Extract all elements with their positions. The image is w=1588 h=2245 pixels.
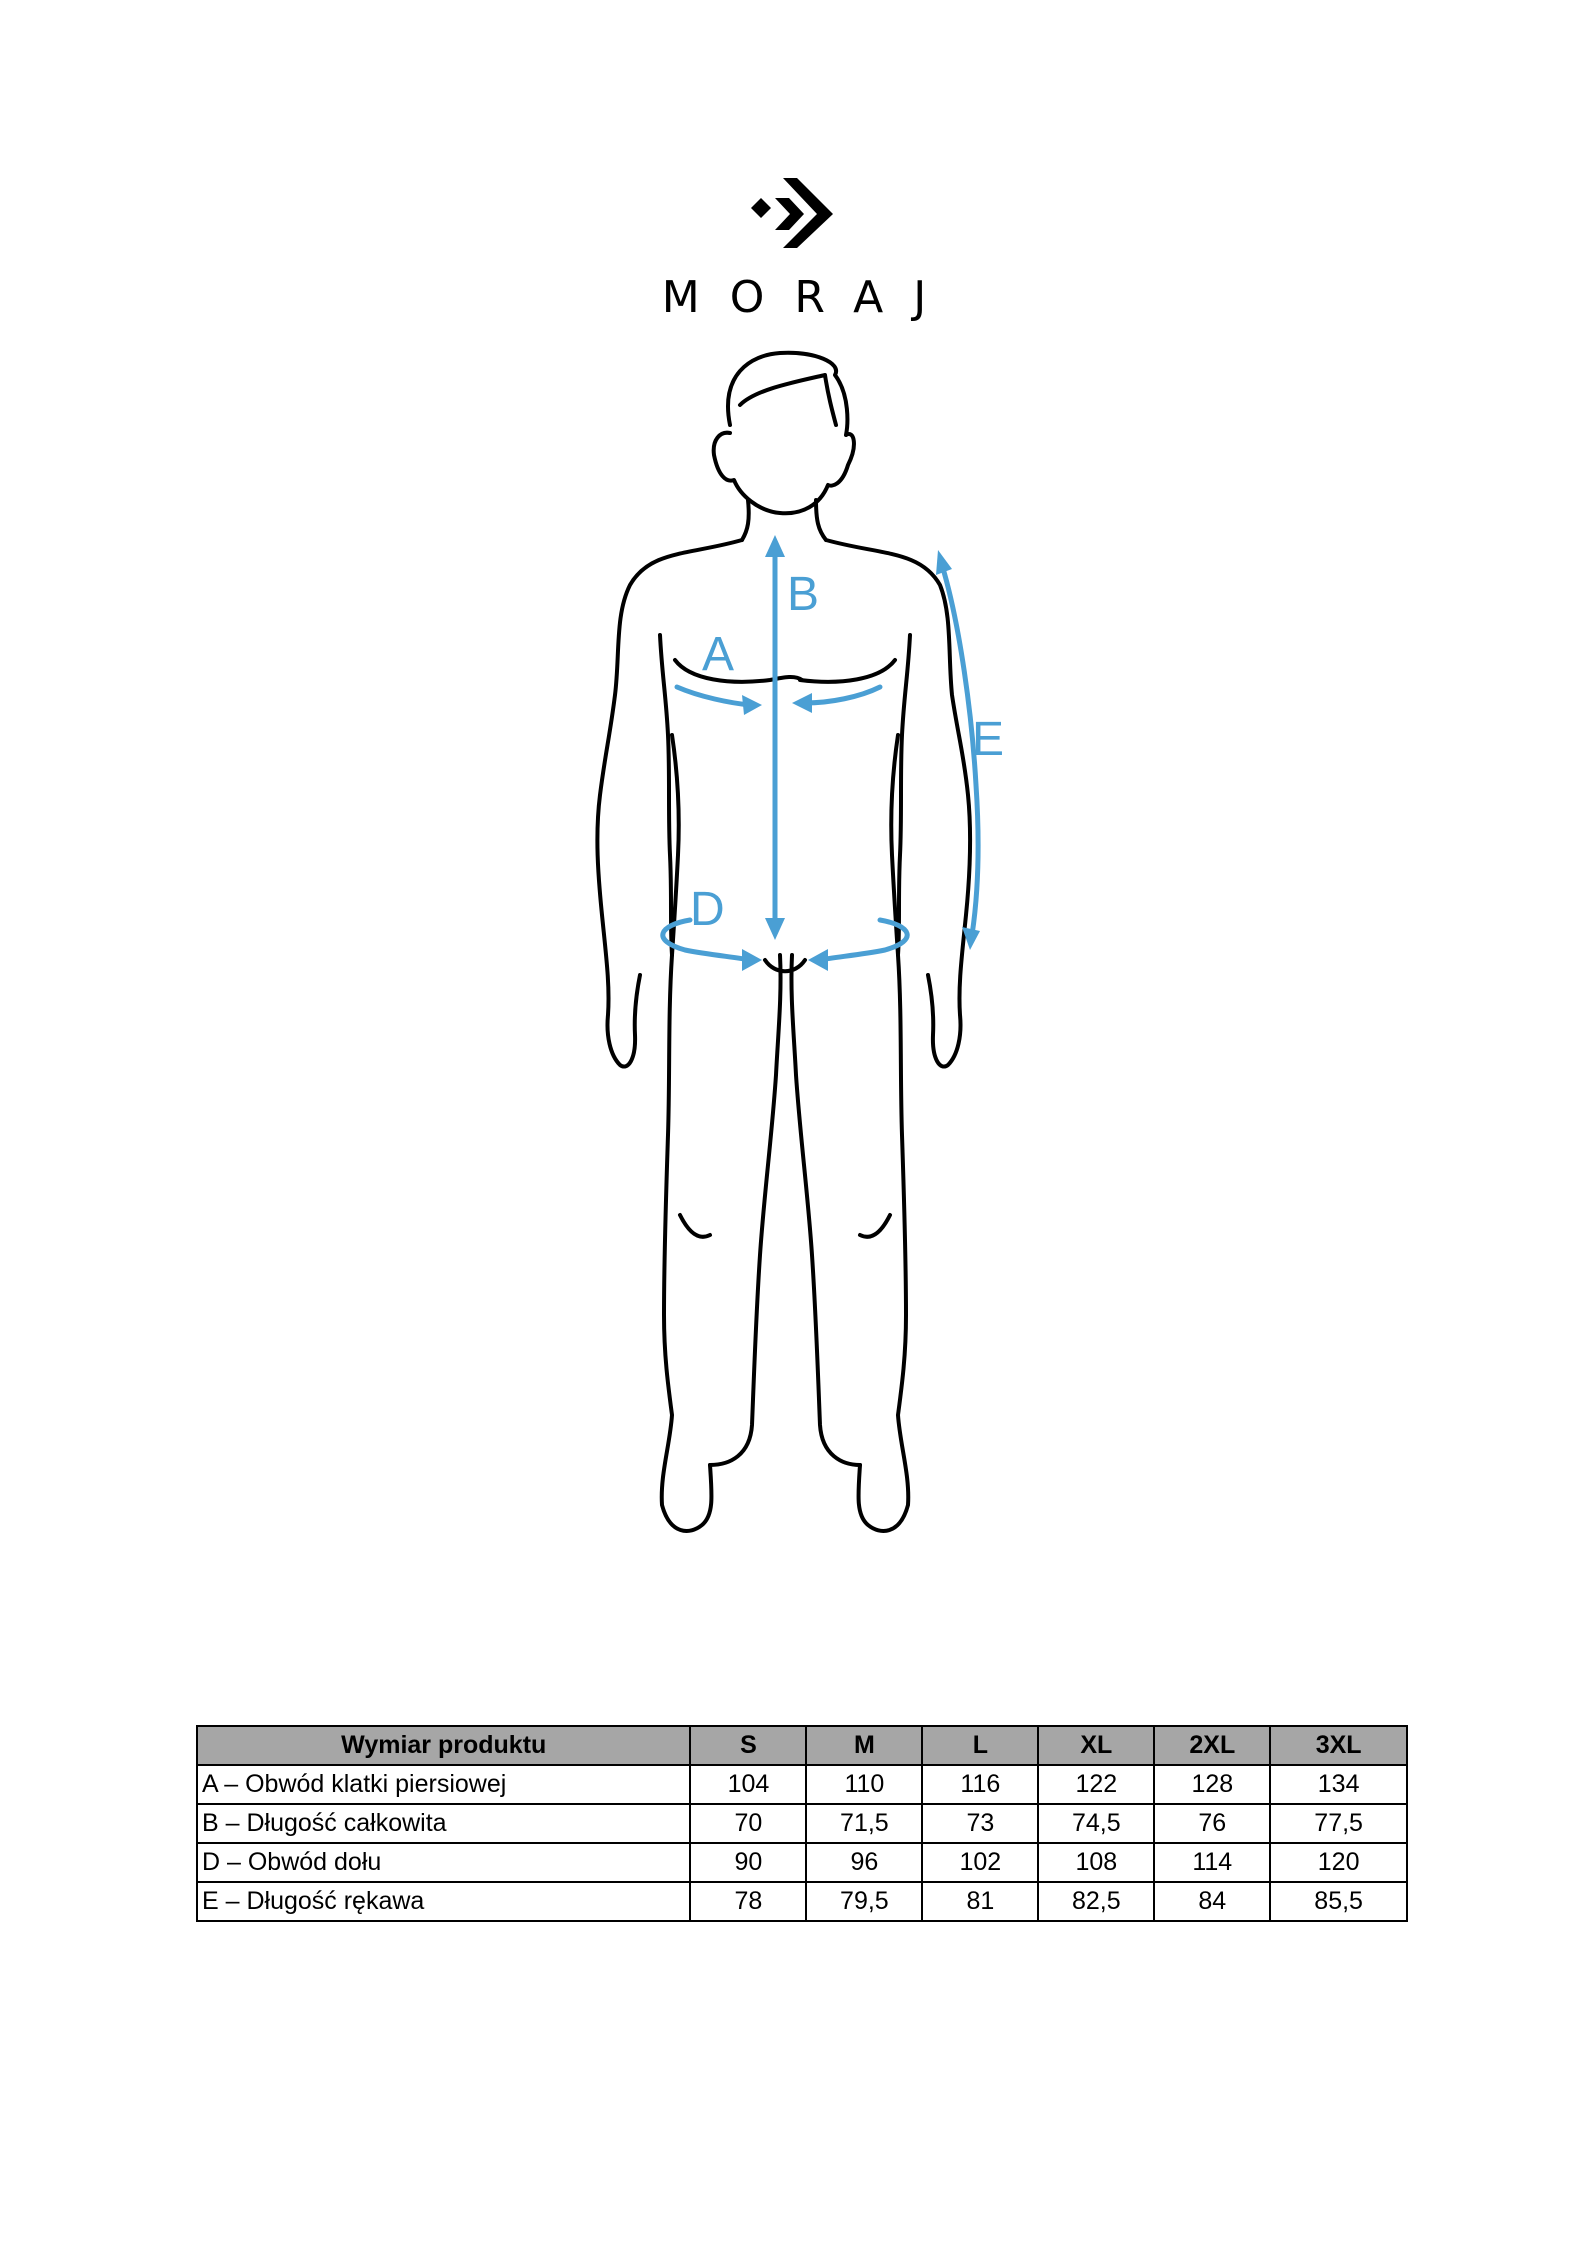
row-label: E – Długość rękawa bbox=[197, 1882, 690, 1921]
row-label: D – Obwód dołu bbox=[197, 1843, 690, 1882]
table-row bbox=[197, 1843, 1407, 1882]
table-cell: 108 bbox=[1038, 1843, 1154, 1882]
marker-a-label: A bbox=[702, 628, 735, 681]
size-chart-table bbox=[196, 1725, 1408, 1922]
table-row bbox=[197, 1765, 1407, 1804]
table-cell: 77,5 bbox=[1270, 1804, 1407, 1843]
table-cell: 74,5 bbox=[1038, 1804, 1154, 1843]
table-cell: 78 bbox=[690, 1882, 806, 1921]
header-size-m: M bbox=[806, 1726, 922, 1765]
table-cell: 70 bbox=[690, 1804, 806, 1843]
header-size-2xl: 2XL bbox=[1154, 1726, 1270, 1765]
male-body-outline-icon bbox=[580, 335, 1040, 1555]
table-cell: 96 bbox=[806, 1843, 922, 1882]
table-cell: 73 bbox=[922, 1804, 1038, 1843]
table-cell: 79,5 bbox=[806, 1882, 922, 1921]
table-cell: 84 bbox=[1154, 1882, 1270, 1921]
table-cell: 110 bbox=[806, 1765, 922, 1804]
table-cell: 90 bbox=[690, 1843, 806, 1882]
table-cell: 114 bbox=[1154, 1843, 1270, 1882]
marker-b-label: B bbox=[787, 568, 820, 621]
header-size-s: S bbox=[690, 1726, 806, 1765]
header-size-xl: XL bbox=[1038, 1726, 1154, 1765]
row-label: A – Obwód klatki piersiowej bbox=[197, 1765, 690, 1804]
table-header-row bbox=[197, 1726, 1407, 1765]
table-row bbox=[197, 1804, 1407, 1843]
header-size-3xl: 3XL bbox=[1270, 1726, 1407, 1765]
table-cell: 134 bbox=[1270, 1765, 1407, 1804]
row-label: B – Długość całkowita bbox=[197, 1804, 690, 1843]
header-size-l: L bbox=[922, 1726, 1038, 1765]
table-cell: 71,5 bbox=[806, 1804, 922, 1843]
table-cell: 120 bbox=[1270, 1843, 1407, 1882]
header-dimension: Wymiar produktu bbox=[197, 1726, 690, 1765]
brand-name: MORAJ bbox=[661, 271, 957, 323]
table-cell: 104 bbox=[690, 1765, 806, 1804]
table-cell: 122 bbox=[1038, 1765, 1154, 1804]
table-cell: 81 bbox=[922, 1882, 1038, 1921]
marker-d-label: D bbox=[690, 883, 725, 936]
marker-e-label: E bbox=[972, 713, 1005, 766]
moraj-logo-icon bbox=[751, 178, 847, 248]
table-cell: 102 bbox=[922, 1843, 1038, 1882]
table-cell: 116 bbox=[922, 1765, 1038, 1804]
body-outline bbox=[597, 353, 970, 1531]
table-cell: 128 bbox=[1154, 1765, 1270, 1804]
table-row bbox=[197, 1882, 1407, 1921]
table-cell: 82,5 bbox=[1038, 1882, 1154, 1921]
table-cell: 76 bbox=[1154, 1804, 1270, 1843]
table-cell: 85,5 bbox=[1270, 1882, 1407, 1921]
